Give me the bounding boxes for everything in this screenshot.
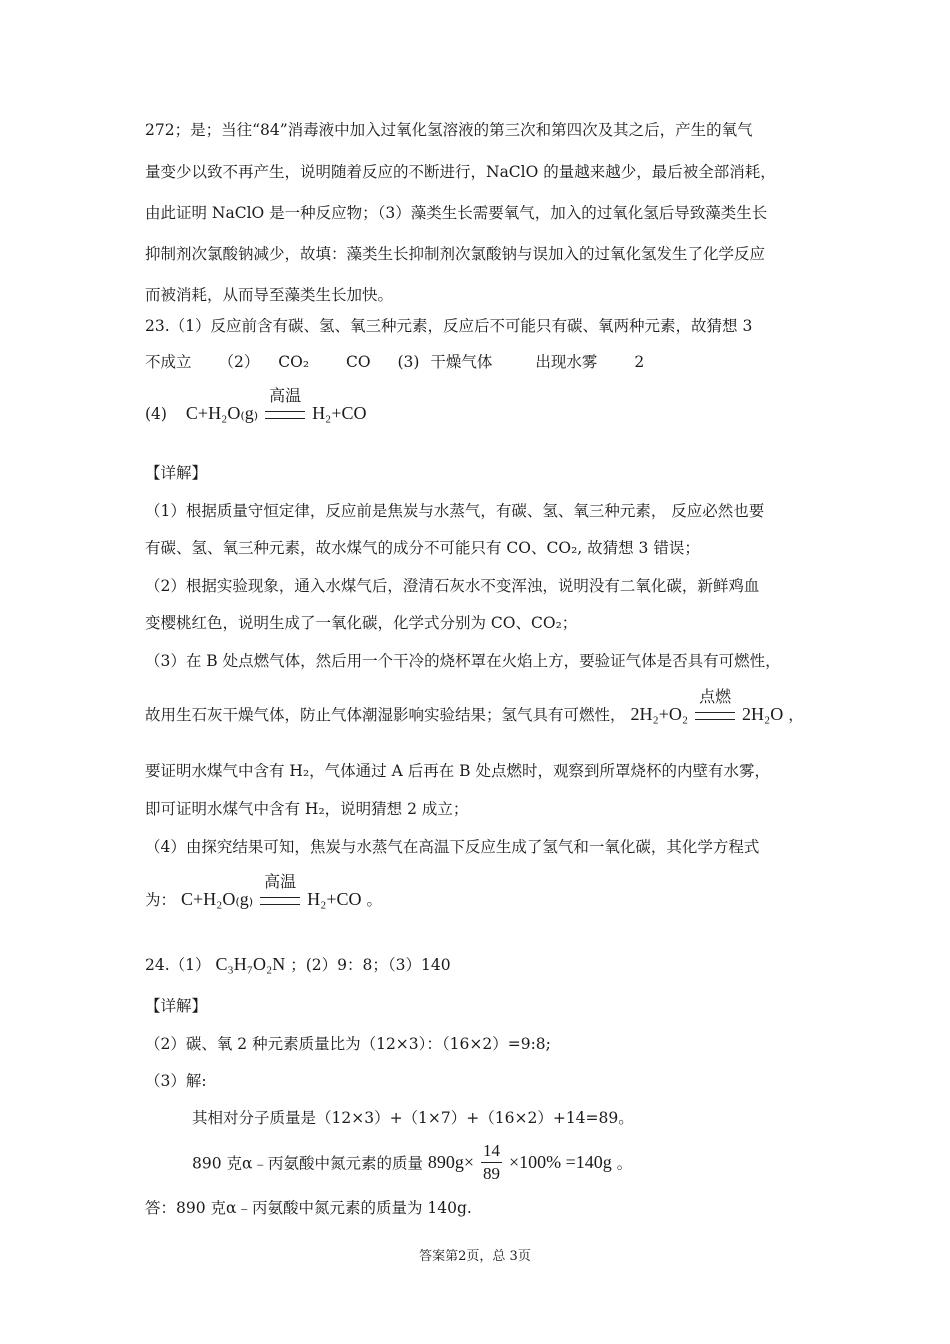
text-run: 890 克α﹣丙氨酸中氮元素的质量 <box>192 1154 423 1173</box>
section-heading: 【详解】 <box>145 464 208 482</box>
equation-products: H₂+CO <box>312 403 367 423</box>
answer-part: 2 <box>634 353 645 371</box>
chemical-formula: C₃H₇O₂N <box>215 954 286 974</box>
text-line: 答：890 克α﹣丙氨酸中氮元素的质量为 140g. <box>145 1199 472 1217</box>
text-run: ， <box>788 706 804 724</box>
answer-line-24 <box>145 953 825 975</box>
text-line: 而被消耗，从而导至藻类生长加快。 <box>145 286 394 304</box>
text-run: 故用生石灰干燥气体，防止气体潮湿影响实验结果；氢气具有可燃性， <box>145 706 626 724</box>
text-line: 有碳、氢、氧三种元素，故水煤气的成分不可能只有 CO、CO₂, 故猜想 3 错误； <box>145 539 700 557</box>
text-run: 。 <box>366 891 382 909</box>
equation-arrow <box>693 687 737 724</box>
equation-arrow <box>258 872 302 909</box>
equation-number: (4) <box>145 405 167 423</box>
fraction-numerator: 14 <box>481 1140 502 1163</box>
text-line: 即可证明水煤气中含有 H₂，说明猜想 2 成立； <box>145 800 469 818</box>
equation-products: 2H₂O <box>742 704 784 724</box>
text-run: 。 <box>616 1154 633 1173</box>
equation-arrow <box>263 386 307 423</box>
equation-line <box>145 872 825 910</box>
section-heading: 【详解】 <box>145 997 208 1015</box>
text-line: 由此证明 NaClO 是一种反应物；（3）藻类生长需要氧气，加入的过氧化氢后导致藻类生长 <box>145 204 768 222</box>
text-line: 其相对分子质量是（12×3）+（1×7）+（16×2）+14=89。 <box>192 1109 634 1127</box>
text-line: （3）在 B 处点燃气体，然后用一个干冷的烧杯罩在火焰上方，要验证气体是否具有可燃性， <box>145 652 781 670</box>
text-line: （3）解: <box>145 1072 207 1090</box>
text-line: （2）根据实验现象，通入水煤气后，澄清石灰水不变浑浊，说明没有二氧化碳，新鲜鸡血 <box>145 577 760 595</box>
equation-products: H₂+CO <box>307 889 362 909</box>
calc-part: ×100% =140g <box>508 1152 612 1172</box>
text-run: 24.（1） <box>145 956 211 974</box>
answer-part: (3) <box>397 353 420 371</box>
text-run: 为： <box>145 891 177 909</box>
answer-line-23 <box>145 350 825 372</box>
text-line: 变樱桃红色，说明生成了一氧化碳，化学式分别为 CO、CO₂； <box>145 614 578 632</box>
answer-part: 干燥气体 <box>430 353 493 371</box>
equation-line <box>145 386 825 424</box>
text-run: ；(2）9：8；（3）140 <box>290 956 451 974</box>
calc-part: 890g× <box>427 1152 475 1172</box>
equation-condition: 高温 <box>264 872 297 891</box>
text-line: 23.（1）反应前含有碳、氢、氧三种元素，反应后不可能只有碳、氧两种元素，故猜想 3 <box>145 317 753 335</box>
equation-condition: 高温 <box>269 386 302 405</box>
answer-part: CO₂ <box>278 353 310 371</box>
text-line: （4）由探究结果可知，焦炭与水蒸气在高温下反应生成了氢气和一氧化碳，其化学方程式 <box>145 838 760 856</box>
equation-reactants: C+H₂O₍g₎ <box>180 889 254 909</box>
text-line: 抑制剂次氯酸钠减少，故填：藻类生长抑制剂次氯酸钠与误加入的过氧化氢发生了化学反应 <box>145 245 766 263</box>
fraction <box>481 1140 502 1185</box>
text-line: 要证明水煤气中含有 H₂，气体通过 A 后再在 B 处点燃时，观察到所罩烧杯的内壁有水雾， <box>145 762 770 780</box>
text-line: 272；是；当往“84”消毒液中加入过氧化氢溶液的第三次和第四次及其之后，产生的氧气 <box>145 121 753 139</box>
page-footer: 答案第2页，总 3页 <box>419 1249 531 1264</box>
text-line: 量变少以致不再产生，说明随着反应的不断进行，NaClO 的量越来越少，最后被全部消耗， <box>145 163 776 181</box>
equation-reactants: 2H₂+O₂ <box>630 704 689 724</box>
text-line: （1）根据质量守恒定律，反应前是焦炭与水蒸气，有碳、氢、氧三种元素， 反应必然也要 <box>145 502 765 520</box>
answer-part: 出现水雾 <box>535 353 598 371</box>
equation-reactants: C+H₂O₍g₎ <box>185 403 259 423</box>
answer-part: CO <box>345 353 371 371</box>
answer-part: （2） <box>218 353 260 371</box>
equation-condition: 点燃 <box>699 687 732 706</box>
calculation-line <box>192 1140 872 1185</box>
fraction-denominator: 89 <box>483 1164 501 1183</box>
equation-line <box>145 687 825 725</box>
answer-part: 不成立 <box>145 353 192 371</box>
text-line: （2）碳、氧 2 种元素质量比为（12×3）：（16×2）=9:8; <box>145 1035 551 1053</box>
